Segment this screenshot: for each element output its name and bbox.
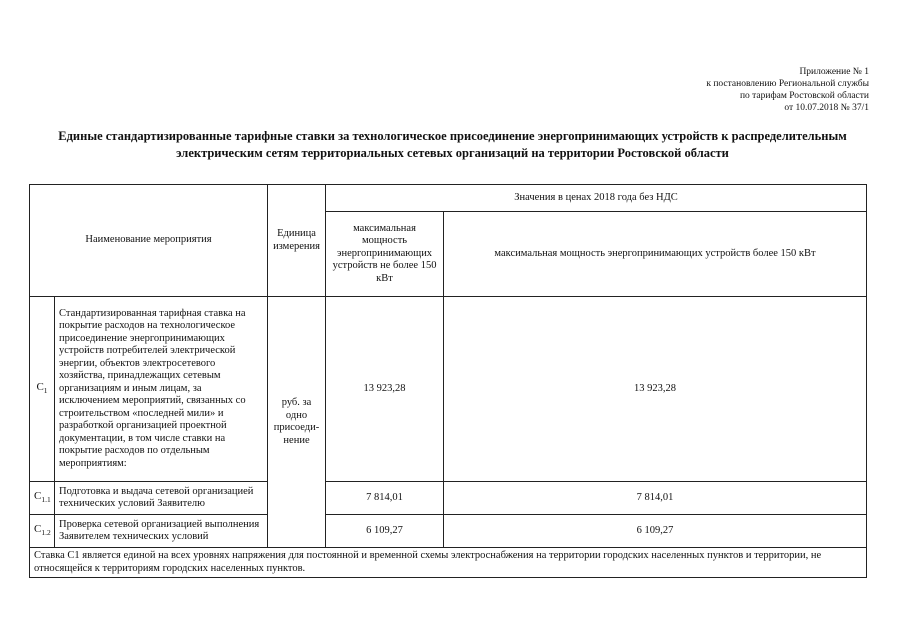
row-value-large: 13 923,28 [444, 297, 867, 482]
row-code: $C_{1.1}$ [30, 482, 55, 515]
appendix-line-3: по тарифам Ростовской области [739, 91, 869, 101]
header-unit-column: Единица измерения [268, 185, 326, 297]
table-row [30, 297, 867, 482]
header-name-column: Наименование мероприятия [30, 185, 268, 297]
row-code: $C_1$ [30, 297, 55, 482]
table-header-row-1 [30, 185, 867, 212]
row-value-large: 7 814,01 [444, 482, 867, 515]
row-value-small: 6 109,27 [326, 515, 444, 548]
appendix-line-1: Приложение № 1 [799, 67, 869, 77]
header-values-group: Значения в ценах 2018 года без НДС [326, 185, 867, 212]
row-description: Стандартизированная тарифная ставка на покрытие расходов на технологическое присоединение энергопринимающих устройств потребителей электрической энергии, объектов электросетевого хозяйства, принадлежащих сетевым организациям и иным лицам, за исключением мероприятий, связанных со строительством «последней мили» и разработкой организацией проектной документации, в том числе ставки на покрытие расходов по отдельным мероприятиям: [55, 297, 268, 482]
table-note-row [30, 548, 867, 578]
table-row [30, 482, 867, 515]
unit-cell: руб. за одно присоеди-нение [268, 297, 326, 548]
appendix-block [706, 66, 869, 114]
row-value-small: 13 923,28 [326, 297, 444, 482]
appendix-line-4: от 10.07.2018 № 37/1 [784, 103, 869, 113]
row-description: Проверка сетевой организацией выполнения Заявителем технических условий [55, 515, 268, 548]
appendix-line-2: к постановлению Региональной службы [706, 79, 869, 89]
row-code: $C_{1.2}$ [30, 515, 55, 548]
header-col-small: максимальная мощность энергопринимающих устройств не более 150 кВт [326, 212, 444, 297]
table-note: Ставка С1 является единой на всех уровнях напряжения для постоянной и временной схемы электроснабжения на территории городских населенных пунктов и территории, не относящейся к территориям городских населенных пунктов. [30, 548, 867, 578]
tariff-table [29, 184, 867, 578]
row-value-large: 6 109,27 [444, 515, 867, 548]
row-description: Подготовка и выдача сетевой организацией технических условий Заявителю [55, 482, 268, 515]
document-title: Единые стандартизированные тарифные ставки за технологическое присоединение энергопринимающих устройств к распределительным электрическим сетям территориальных сетевых организаций на территории Ростовской области [58, 129, 847, 160]
header-col-large: максимальная мощность энергопринимающих устройств более 150 кВт [444, 212, 867, 297]
table-row [30, 515, 867, 548]
row-value-small: 7 814,01 [326, 482, 444, 515]
